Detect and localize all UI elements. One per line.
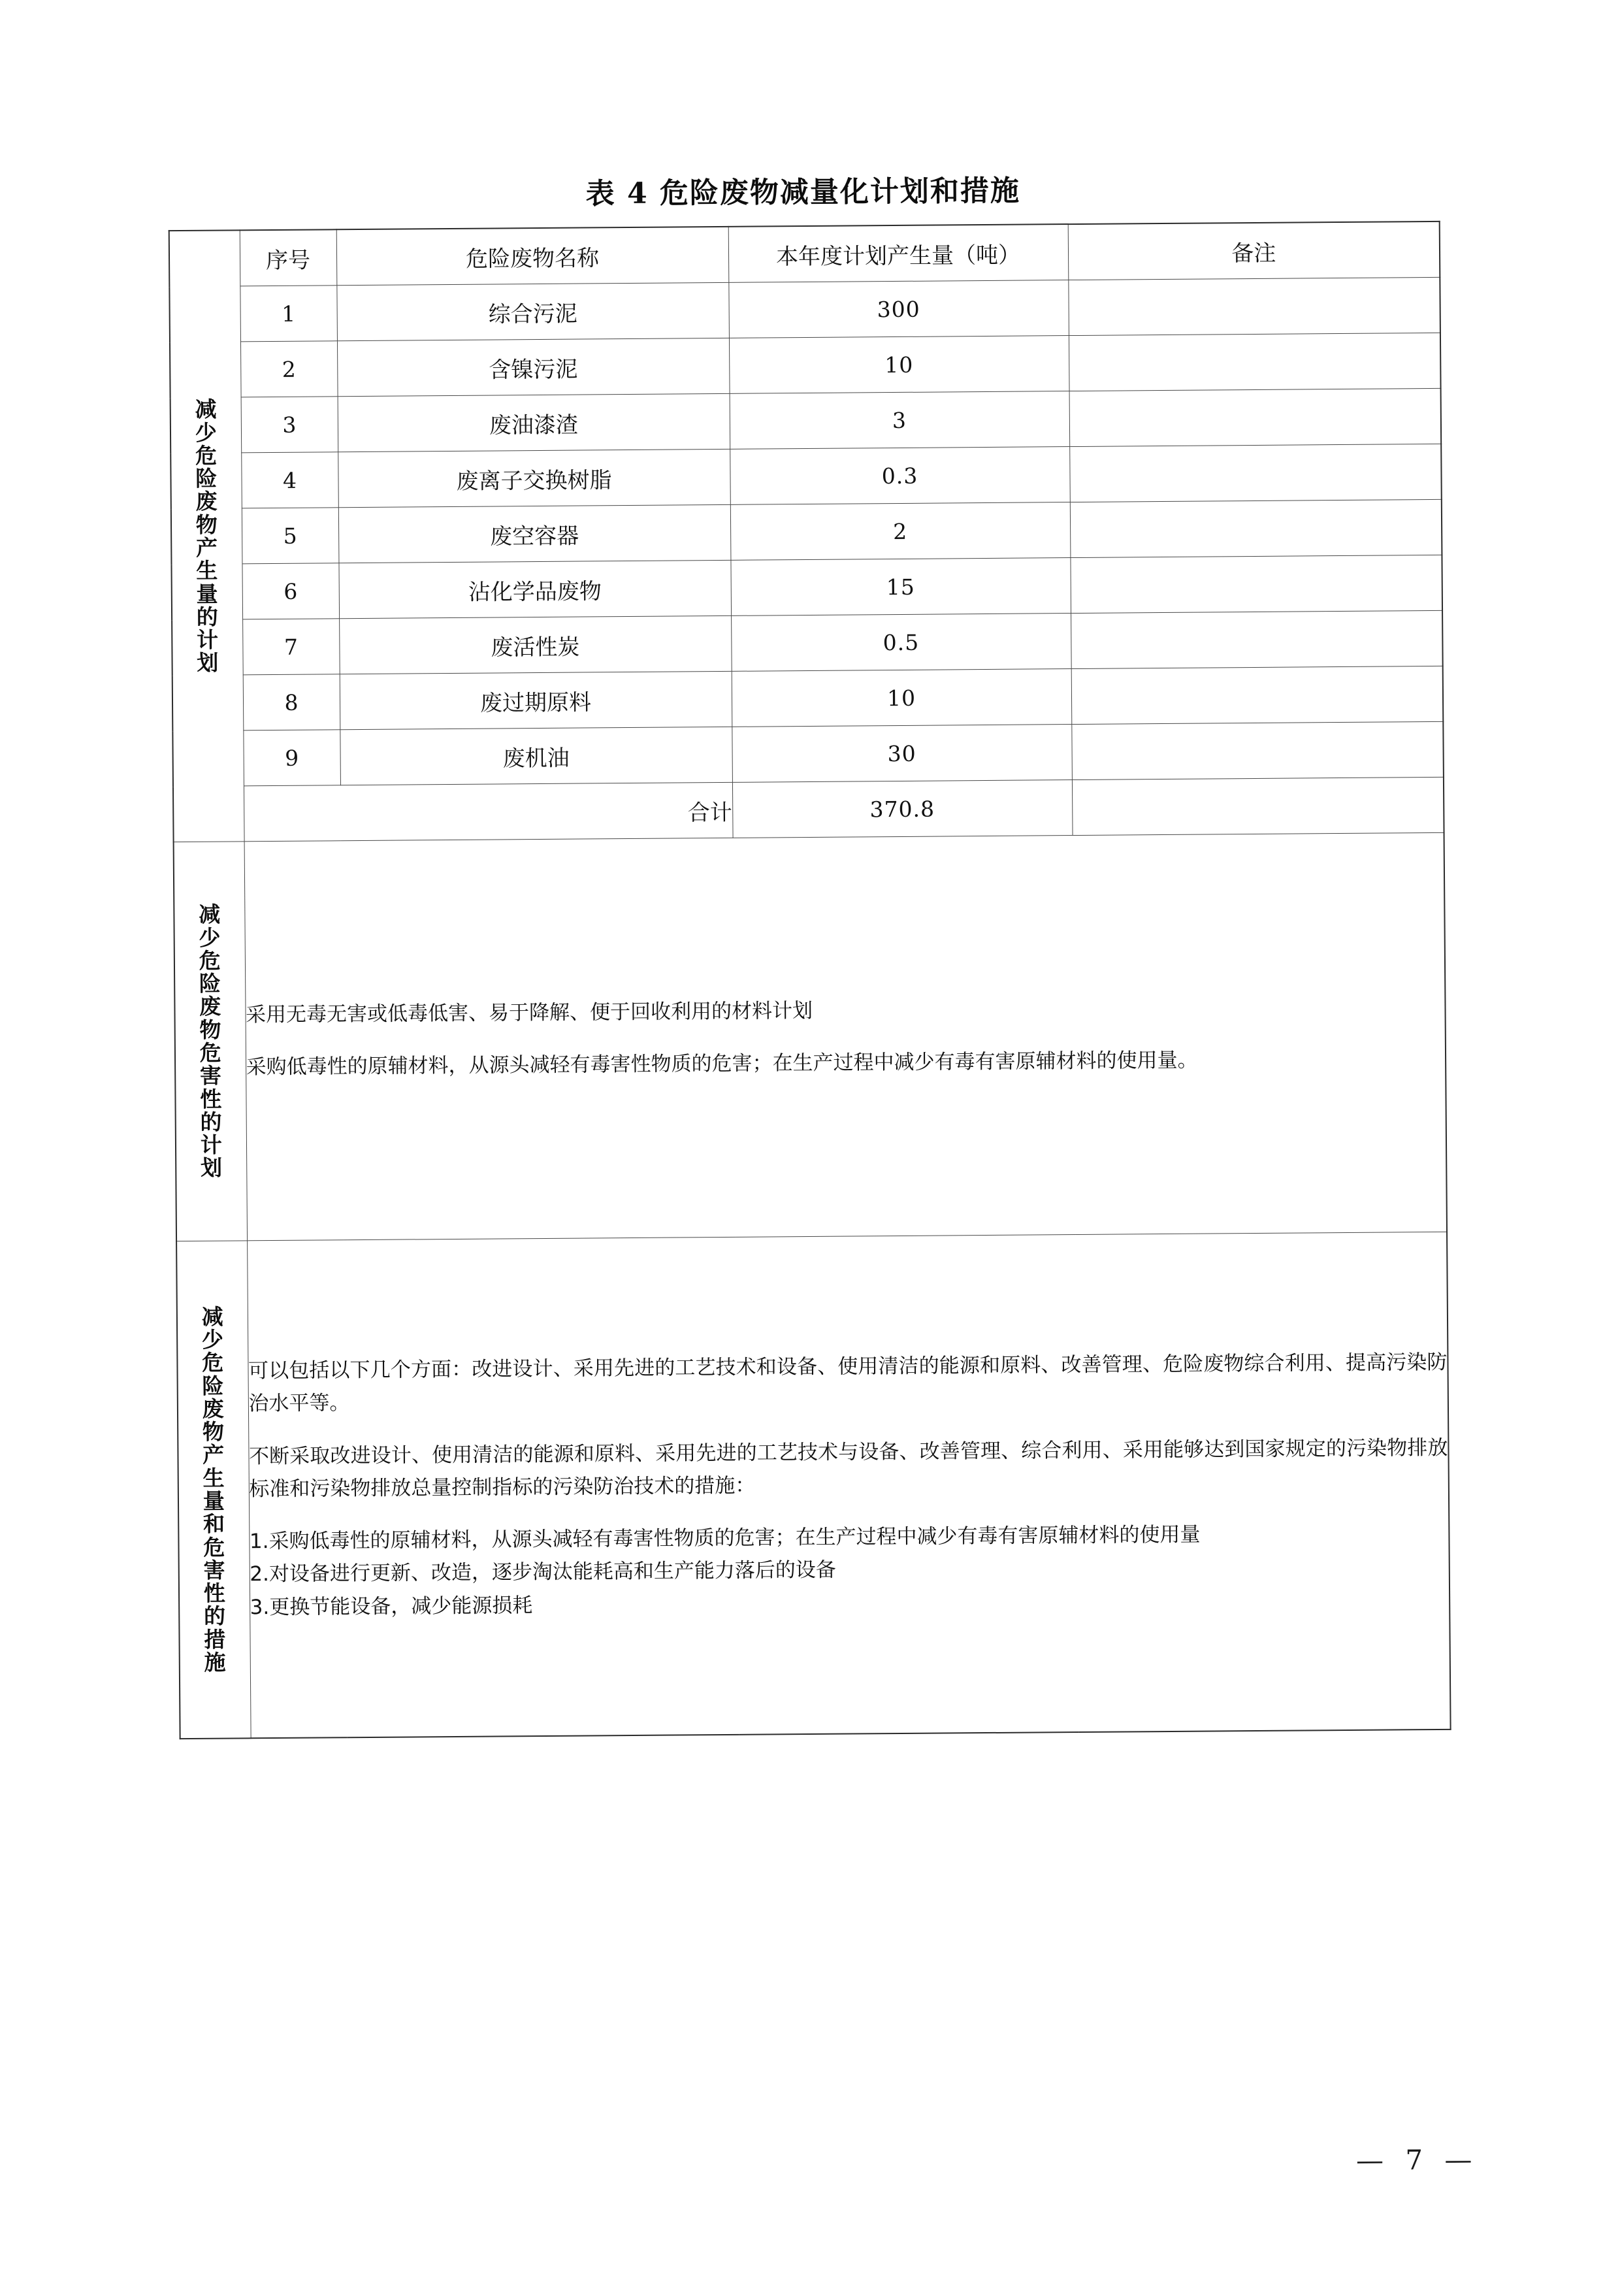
section-body-hazard-plan [244, 832, 1447, 1240]
column-header-index: 序号 [240, 229, 337, 286]
cell-waste-name: 废机油 [340, 727, 732, 785]
cell-amount: 30 [732, 725, 1072, 783]
cell-index: 5 [242, 508, 339, 564]
cell-note [1071, 666, 1444, 724]
measures-list-item-2: 2.对设备进行更新、改造，逐步淘汰能耗高和生产能力落后的设备 [250, 1558, 836, 1586]
table-row [170, 333, 1441, 397]
section-label-text: 减少危险废物产生量和危害性的措施 [201, 1304, 226, 1675]
table-header-row [169, 221, 1440, 287]
table-row [170, 388, 1442, 453]
measures-list-item-3: 3.更换节能设备，减少能源损耗 [250, 1593, 533, 1619]
cell-note [1068, 277, 1440, 335]
total-note [1072, 777, 1444, 835]
cell-amount: 3 [730, 391, 1070, 450]
cell-index: 6 [242, 563, 339, 619]
cell-index: 4 [241, 452, 338, 508]
cell-index: 3 [241, 397, 338, 453]
cell-amount: 0.3 [730, 447, 1070, 505]
section-label-measures [176, 1241, 251, 1739]
section-label-production-plan [169, 230, 244, 842]
section-body-measures [247, 1232, 1451, 1738]
table-total-row [173, 777, 1444, 842]
cell-waste-name: 含镍污泥 [337, 338, 730, 396]
cell-waste-name: 废油漆渣 [338, 393, 730, 451]
section-label-text: 减少危险废物危害性的计划 [199, 901, 223, 1181]
page-title: 表 4 危险废物减量化计划和措施 [585, 174, 1021, 211]
measures-paragraph-1: 可以包括以下几个方面：改进设计、采用先进的工艺技术和设备、使用清洁的能源和原料、改善管理、危险废物综合利用、提高污染防治水平等。 [248, 1351, 1448, 1416]
table-row [171, 555, 1442, 619]
cell-index: 9 [243, 730, 340, 786]
table-row [172, 721, 1444, 786]
section-label-text: 减少危险废物产生量的计划 [195, 396, 219, 676]
cell-note [1071, 721, 1444, 779]
column-header-name: 危险废物名称 [336, 227, 729, 286]
cell-index: 2 [240, 341, 338, 397]
section-row-measures [176, 1232, 1451, 1739]
cell-amount: 15 [730, 558, 1071, 616]
cell-amount: 10 [732, 669, 1072, 727]
cell-waste-name: 沾化学品废物 [338, 560, 731, 618]
cell-note [1069, 388, 1442, 446]
table-row [170, 444, 1442, 508]
table-row [172, 666, 1444, 730]
cell-index: 1 [240, 286, 337, 342]
cell-note [1070, 555, 1442, 613]
cell-index: 8 [243, 674, 340, 730]
table-row [169, 277, 1440, 342]
cell-waste-name: 废离子交换树脂 [338, 449, 730, 507]
cell-waste-name: 综合污泥 [336, 282, 729, 340]
table-row [171, 499, 1442, 564]
hazardous-waste-reduction-table [169, 221, 1451, 1739]
hazard-plan-paragraph-2: 采购低毒性的原辅材料，从源头减轻有毒害性物质的危害；在生产过程中减少有毒有害原辅材料的使用量。 [246, 1048, 1198, 1079]
measures-paragraph-2: 不断采取改进设计、使用清洁的能源和原料、采用先进的工艺技术与设备、改善管理、综合利用、采用能够达到国家规定的污染物排放标准和污染物排放总量控制指标的污染防治技术的措施： [248, 1435, 1448, 1501]
cell-index: 7 [242, 619, 340, 675]
cell-waste-name: 废过期原料 [340, 671, 732, 729]
column-header-amount: 本年度计划产生量（吨） [728, 224, 1069, 282]
cell-note [1069, 333, 1441, 391]
table-row [172, 610, 1443, 675]
page-number: — 7 — [1355, 2143, 1479, 2176]
cell-waste-name: 废活性炭 [339, 615, 732, 674]
cell-note [1071, 610, 1443, 668]
measures-list-item-1: 1.采购低毒性的原辅材料，从源头减轻有毒害性物质的危害；在生产过程中减少有毒有害原辅材料的使用量 [249, 1522, 1201, 1554]
section-label-hazard-plan [174, 842, 247, 1241]
total-label: 合计 [244, 782, 733, 841]
cell-waste-name: 废空容器 [338, 504, 731, 563]
cell-amount: 10 [729, 336, 1069, 394]
hazard-plan-paragraph-1: 采用无毒无害或低毒低害、易于降解、便于回收利用的材料计划 [245, 998, 813, 1027]
cell-note [1069, 444, 1442, 502]
cell-amount: 2 [730, 502, 1071, 561]
total-amount: 370.8 [732, 780, 1073, 838]
cell-note [1070, 499, 1442, 557]
cell-amount: 300 [728, 280, 1069, 338]
section-row-hazard-plan [174, 832, 1447, 1241]
column-header-note: 备注 [1068, 221, 1440, 280]
cell-amount: 0.5 [731, 614, 1071, 672]
